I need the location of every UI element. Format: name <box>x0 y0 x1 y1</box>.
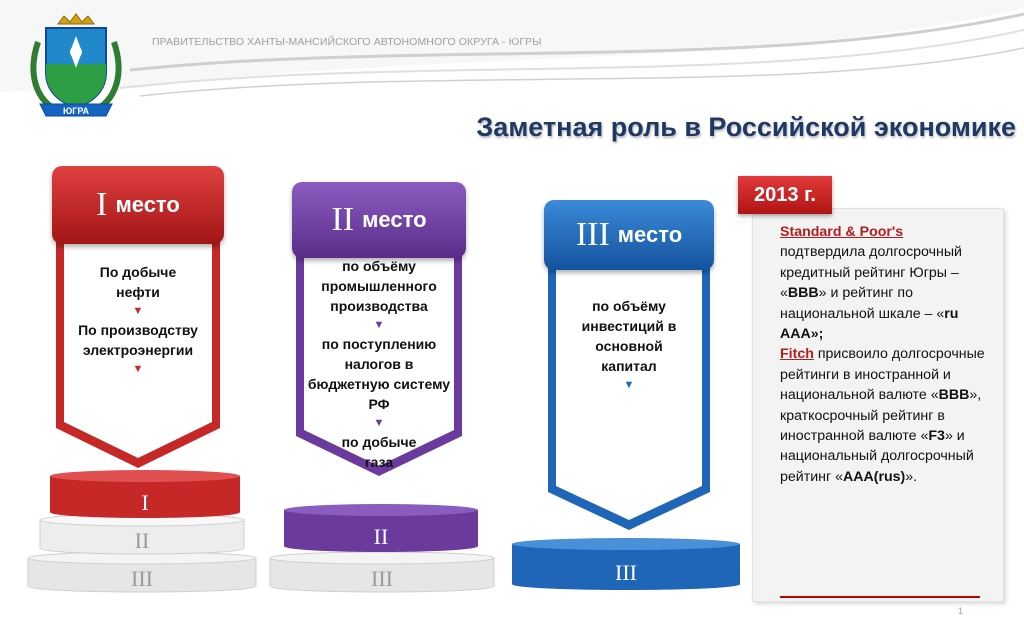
ratings-panel <box>752 208 1004 602</box>
podium-1-label-1: I <box>141 490 149 515</box>
triangle-down-icon: ▼ <box>623 379 635 391</box>
sp-link[interactable]: Standard & Poor's <box>780 224 904 240</box>
card-3-item-1: по объёму инвестиций в основной капитал <box>581 298 677 374</box>
rank-card-1 <box>52 166 224 472</box>
card-1-roman: I <box>96 186 108 223</box>
rank-card-2 <box>292 182 466 480</box>
card-2-header <box>292 182 466 258</box>
page-title: Заметная роль в Российской экономике <box>476 112 1016 142</box>
card-1-word: место <box>115 192 180 217</box>
coat-of-arms-emblem <box>20 12 132 124</box>
card-3-word: место <box>617 222 683 247</box>
ratings-text <box>780 222 1000 487</box>
sp-rating-2: ru AAA <box>780 305 959 343</box>
podium-1-label-3: III <box>131 566 153 591</box>
podium-1-label-2: II <box>134 528 150 553</box>
card-3-roman: III <box>575 216 610 253</box>
card-2-word: место <box>362 207 427 232</box>
triangle-down-icon: ▼ <box>132 305 144 317</box>
fitch-link[interactable]: Fitch <box>780 346 814 363</box>
header-swoosh <box>0 0 1024 110</box>
triangle-down-icon: ▼ <box>373 319 385 331</box>
card-2-roman: II <box>331 201 355 238</box>
podium-2-label-2: III <box>371 566 393 591</box>
card-2-item-2: по поступлению налогов в бюджетную систему РФ <box>307 336 451 412</box>
fitch-rating-2: F3 <box>928 428 945 445</box>
card-1-item-1: По добыче нефти <box>99 264 177 300</box>
fitch-text-3: » и национальный долгосрочный рейтинг « <box>780 428 974 485</box>
fitch-rating-3: AAA(rus) <box>842 468 906 485</box>
fitch-text-4: ». <box>905 468 918 485</box>
podium-2-label-1: II <box>373 524 389 549</box>
fitch-text-2: », краткосрочный рейтинг в иностранной валюте « <box>780 387 982 445</box>
fitch-rating-1: ВВВ <box>938 387 970 404</box>
rank-card-3 <box>544 200 714 534</box>
card-1-header <box>52 166 224 244</box>
triangle-down-icon: ▼ <box>132 363 144 375</box>
card-1-items <box>68 262 208 378</box>
sp-rating-1: ВВВ <box>787 285 819 302</box>
fitch-text-1: присвоило долгосрочные рейтинги в иностранной и национальной валюте « <box>780 346 985 404</box>
card-2-item-1: по объёму промышленного производства <box>321 258 437 314</box>
podium-3-label-1: III <box>615 560 637 585</box>
emblem-ribbon-text: ЮГРА <box>62 106 90 116</box>
sp-text-2: » и рейтинг по национальной шкале – « <box>780 285 945 322</box>
sp-text-1: подтвердила долгосрочный кредитный рейтинг Югры – « <box>780 244 962 302</box>
card-1-item-2: По производству электроэнергии <box>78 322 198 358</box>
panel-underline <box>780 596 980 598</box>
page-number: 1 <box>958 606 964 616</box>
card-3-header <box>544 200 714 270</box>
triangle-down-icon: ▼ <box>373 417 385 429</box>
organization-name: ПРАВИТЕЛЬСТВО ХАНТЫ-МАНСИЙСКОГО АВТОНОМНОГО ОКРУГА - ЮГРЫ <box>152 36 542 48</box>
sp-text-3: »; <box>810 326 824 343</box>
card-2-items <box>306 256 452 472</box>
card-3-items <box>568 296 690 394</box>
year-badge: 2013 г. <box>738 176 832 214</box>
card-2-item-3: по добыче газа <box>341 434 417 470</box>
